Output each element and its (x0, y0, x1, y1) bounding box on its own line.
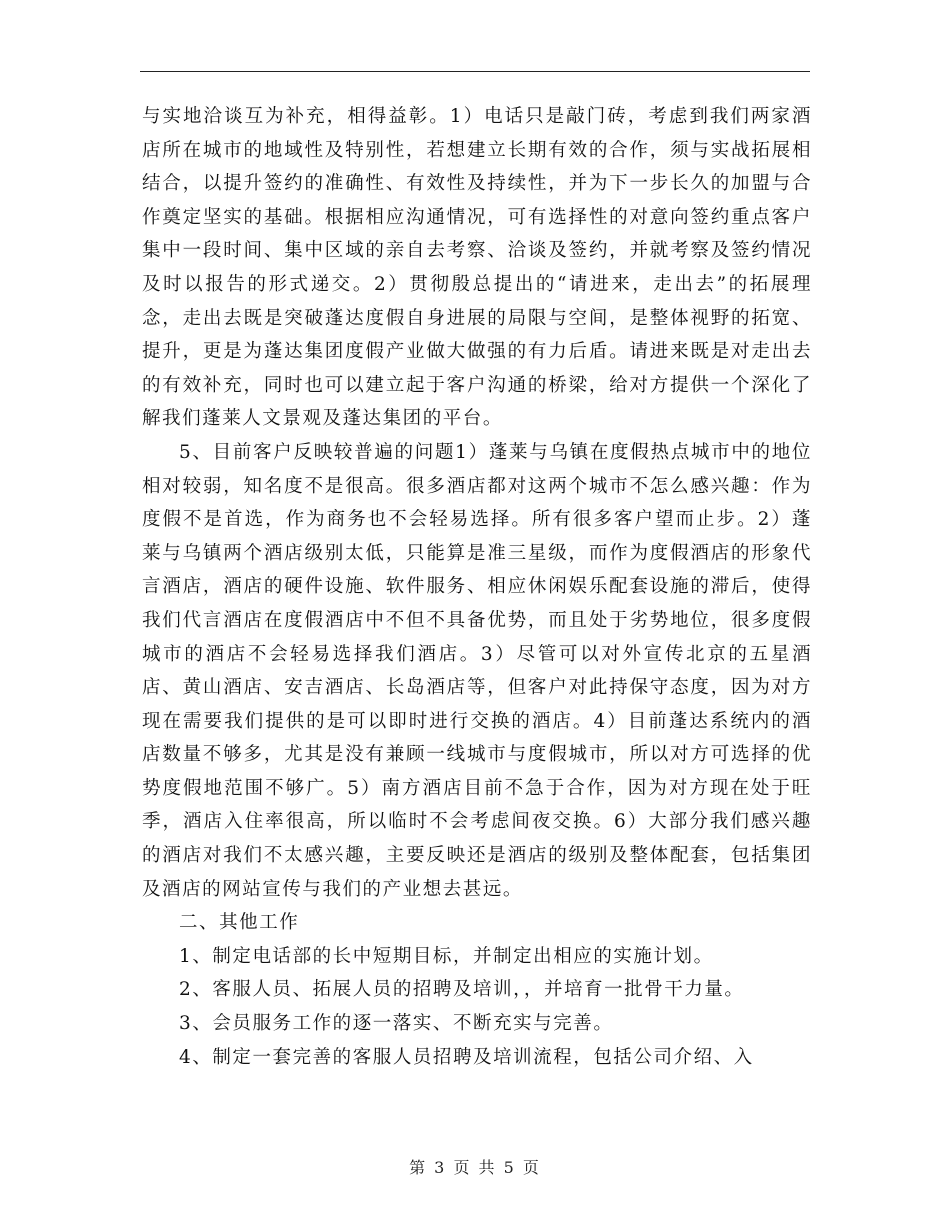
header-rule (140, 71, 810, 72)
list-item: 3、会员服务工作的逐一落实、不断充实与完善。 (179, 1013, 614, 1035)
section-heading: 二、其他工作 (179, 912, 300, 934)
paragraph-1: 与实地洽谈互为补充，相得益彰。1）电话只是敲门砖，考虑到我们两家酒店所在城市的地域性及特别性，若想建立长期有效的合作，须与实战拓展相结合，以提升签约的准确性、有效性及持续性，并为下一步长久的加盟与合作奠定坚实的基础。根据相应沟通情况，可有选择性的对意向签约重点客户集中一段时间、集中区域的亲自去考察、洽谈及签约，并就考察及签约情况及时以报告的形式递交。2）贯彻殷总提出的“请进来，走出去”的拓展理念，走出去既是突破蓬达度假自身进展的局限与空间，是整体视野的拓宽、提升，更是为蓬达集团度假产业做大做强的有力后盾。请进来既是对走出去的有效补充，同时也可以建立起于客户沟通的桥梁，给对方提供一个深化了解我们蓬莱人文景观及蓬达集团的平台。 (142, 106, 812, 430)
list-item: 2、客服人员、拓展人员的招聘及培训，，并培育一批骨干力量。 (179, 979, 745, 1001)
paragraph-2: 5、目前客户反映较普遍的问题1）蓬莱与乌镇在度假热点城市中的地位相对较弱，知名度不是很高。很多酒店都对这两个城市不怎么感兴趣：作为度假不是首选，作为商务也不会轻易选择。所有很多客户望而止步。2）蓬莱与乌镇两个酒店级别太低，只能算是准三星级，而作为度假酒店的形象代言酒店，酒店的硬件设施、软件服务、相应休闲娱乐配套设施的滞后，使得我们代言酒店在度假酒店中不但不具备优势，而且处于劣势地位，很多度假城市的酒店不会轻易选择我们酒店。3）尽管可以对外宣传北京的五星酒店、黄山酒店、安吉酒店、长岛酒店等，但客户对此持保守态度，因为对方现在需要我们提供的是可以即时进行交换的酒店。4）目前蓬达系统内的酒店数量不够多，尤其是没有兼顾一线城市与度假城市，所以对方可选择的优势度假地范围不够广。5）南方酒店目前不急于合作，因为对方现在处于旺季，酒店入住率很高，所以临时不会考虑间夜交换。6）大部分我们感兴趣的酒店对我们不太感兴趣，主要反映还是酒店的级别及整体配套，包括集团及酒店的网站宣传与我们的产业想去甚远。 (142, 441, 812, 900)
list-item: 1、制定电话部的长中短期目标，并制定出相应的实施计划。 (179, 945, 714, 967)
page-footer: 第 3 页 共 5 页 (409, 1158, 541, 1177)
list-item: 4、制定一套完善的客服人员招聘及培训流程，包括公司介绍、入 (179, 1046, 754, 1068)
document-body (142, 100, 812, 1074)
